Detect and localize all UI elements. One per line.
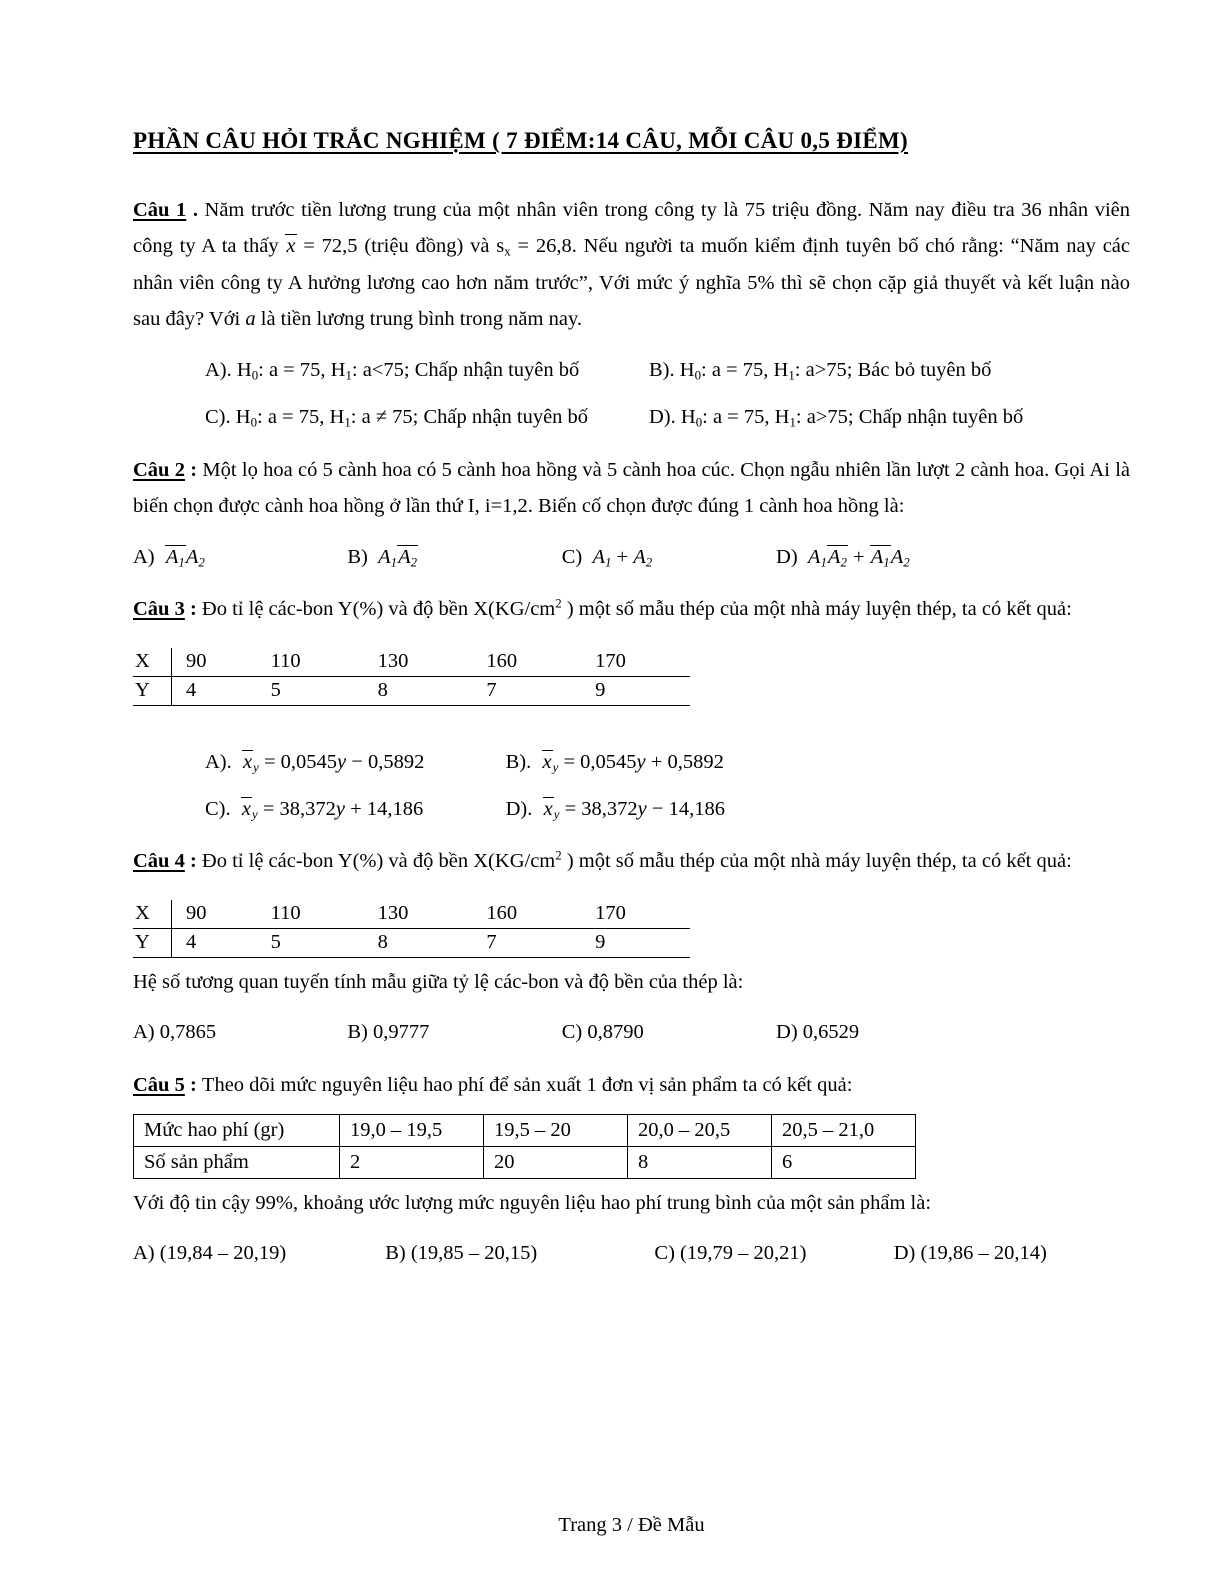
table-cell: 20 [484, 1146, 628, 1178]
question-1-option-c: C). $H_0$: a = 75, $H_1$: a ≠ 75; Chấp nhận tuyên bố [205, 405, 589, 430]
question-3-table-body [133, 648, 690, 706]
question-2-options-row [133, 541, 1130, 574]
question-4-label-suffix: : [184, 850, 202, 873]
table-cell: 130 [364, 900, 473, 929]
table-cell: 19,5 – 20 [484, 1114, 628, 1146]
table-cell: 8 [364, 928, 473, 957]
question-3-text: Đo tỉ lệ các-bon Y(%) và độ bền $X(KG/cm^2$ ) một số mẫu thép của một nhà máy luyện thép, ta có kết quả: [201, 595, 1072, 621]
question-3-options-row-1 [133, 746, 1130, 779]
table-cell: 2 [340, 1146, 484, 1178]
table-cell: 19,0 – 19,5 [340, 1114, 484, 1146]
table-cell: 110 [257, 648, 364, 677]
question-3 [133, 591, 1130, 825]
question-3-options-row-2 [133, 793, 1130, 826]
question-5-option-d: D) (19,86 – 20,14) [893, 1242, 1047, 1265]
table-cell: 160 [472, 648, 581, 677]
table-cell: 8 [364, 676, 473, 705]
question-2-paragraph [133, 452, 1130, 525]
question-4-text: Đo tỉ lệ các-bon Y(%) và độ bền $X(KG/cm^2$ ) một số mẫu thép của một nhà máy luyện thép, ta có kết quả: [201, 847, 1072, 873]
q4-x-row-label: X [133, 900, 172, 929]
table-row [133, 676, 690, 705]
table-cell: 5 [257, 676, 364, 705]
question-3-data-table [133, 648, 690, 706]
question-5-note: Với độ tin cậy 99%, khoảng ước lượng mức nguyên liệu hao phí trung bình của một sản phẩm là: [133, 1191, 932, 1214]
table-cell: 9 [581, 928, 690, 957]
question-5-option-a: A) (19,84 – 20,19) [133, 1242, 287, 1265]
question-5-option-b: B) (19,85 – 20,15) [385, 1242, 538, 1265]
question-4-data-table [133, 900, 690, 958]
question-5 [133, 1067, 1130, 1270]
question-5-option-c: C) (19,79 – 20,21) [654, 1242, 807, 1265]
q4-y-row-label: Y [133, 928, 172, 957]
question-2-option-c: C) $A_1 + A_2$ [561, 545, 653, 570]
question-1 [133, 192, 1130, 434]
question-1-option-a: A). $H_0$: a = 75, $H_1$: a<75; Chấp nhận tuyên bố [205, 358, 580, 383]
question-3-option-b: B). $x_y = 0,0545y + 0,5892$ [505, 750, 724, 775]
question-4-table-body [133, 900, 690, 958]
question-3-option-a: A). $x_y = 0,0545y - 0,5892$ [205, 750, 425, 775]
question-3-label: Câu 3 [133, 598, 185, 621]
page-footer: Trang 3 / Đề Mẫu [558, 1514, 705, 1536]
page-title: PHẦN CÂU HỎI TRẮC NGHIỆM ( 7 ĐIỂM:14 CÂU, MỖI CÂU 0,5 ĐIỂM) [133, 128, 908, 153]
table-row [133, 900, 690, 929]
question-1-label: Câu 1 [133, 199, 187, 221]
table-cell: 8 [628, 1146, 772, 1178]
table-cell: 7 [472, 928, 581, 957]
question-4-label: Câu 4 [133, 850, 185, 873]
table-row [133, 648, 690, 677]
question-2 [133, 452, 1130, 574]
table-cell: 90 [172, 900, 257, 929]
table-row [134, 1146, 916, 1178]
table-cell: 6 [772, 1146, 916, 1178]
question-2-label-suffix: : [185, 458, 203, 481]
question-1-option-b: B). $H_0$: a = 75, $H_1$: a>75; Bác bỏ tuyên bố [649, 358, 992, 383]
table-cell: 110 [257, 900, 364, 929]
question-2-option-b: B) $A_1A_2$ [347, 545, 418, 570]
table-cell: 4 [172, 928, 257, 957]
question-5-data-table [133, 1114, 916, 1179]
question-1-text: Năm trước tiền lương trung của một nhân viên trong công ty là 75 triệu đồng. Năm nay điều tra 36 nhân viên công ty A ta thấy x = 72,5 (triệu đồng) và $s_x = 26,8$. Nếu người ta muốn kiểm định tuyên bố chó rằng: “Năm nay các nhân viên công ty A hưởng lương cao hơn năm trước”, Với mức ý nghĩa 5% thì sẽ chọn cặp giả thuyết và kết luận nào sau đây? Với a là tiền lương trung bình trong năm nay. [133, 199, 1131, 331]
q5-header-cell: Mức hao phí (gr) [134, 1114, 340, 1146]
question-4-option-b: B) 0,9777 [347, 1021, 430, 1044]
question-5-text: Theo dõi mức nguyên liệu hao phí để sản xuất 1 đơn vị sản phẩm ta có kết quả: [201, 1074, 853, 1097]
question-1-options-row-2 [133, 401, 1130, 434]
table-cell: 7 [472, 676, 581, 705]
table-cell: 5 [257, 928, 364, 957]
q5-header-cell: Số sản phẩm [134, 1146, 340, 1178]
question-3-label-suffix: : [184, 598, 202, 621]
table-cell: 170 [581, 648, 690, 677]
q3-x-row-label: X [133, 648, 172, 677]
table-cell: 4 [172, 676, 257, 705]
table-row [134, 1114, 916, 1146]
question-3-option-c: C). $x_y = 38,372y + 14,186$ [205, 797, 424, 822]
question-3-paragraph [133, 591, 1130, 627]
question-3-option-d: D). $x_y = 38,372y - 14,186$ [505, 797, 725, 822]
question-4-option-c: C) 0,8790 [561, 1021, 644, 1044]
table-row [133, 928, 690, 957]
question-4 [133, 843, 1130, 1049]
question-2-option-d: D) $A_1A_2 + A_1A_2$ [776, 545, 910, 570]
table-cell: 9 [581, 676, 690, 705]
table-cell: 170 [581, 900, 690, 929]
table-cell: 20,5 – 21,0 [772, 1114, 916, 1146]
question-2-text: Một lọ hoa có 5 cành hoa có 5 cành hoa hồng và 5 cành hoa cúc. Chọn ngẫu nhiên lần lượt 2 cành hoa. Gọi Ai là biến chọn được cành hoa hồng ở lần thứ I, i=1,2. Biến cố chọn được đúng 1 cành hoa hồng là: [133, 458, 1130, 518]
question-1-paragraph [133, 192, 1130, 338]
question-5-label: Câu 5 [133, 1074, 185, 1097]
question-1-options-row-1 [133, 354, 1130, 387]
question-1-option-d: D). $H_0$: a = 75, $H_1$: a>75; Chấp nhận tuyên bố [649, 405, 1024, 430]
question-5-paragraph [133, 1067, 1130, 1103]
question-2-label: Câu 2 [133, 458, 185, 481]
q3-y-row-label: Y [133, 676, 172, 705]
question-4-option-d: D) 0,6529 [776, 1021, 860, 1044]
question-4-options-row [133, 1016, 1130, 1049]
table-cell: 130 [364, 648, 473, 677]
question-4-paragraph [133, 843, 1130, 879]
question-2-option-a: A) $A_1A_2$ [133, 545, 205, 570]
table-cell: 160 [472, 900, 581, 929]
question-5-label-suffix: : [184, 1074, 202, 1097]
question-1-label-suffix: . [186, 199, 205, 221]
question-4-option-a: A) 0,7865 [133, 1021, 217, 1044]
table-cell: 90 [172, 648, 257, 677]
question-5-options-row [133, 1237, 1130, 1270]
table-cell: 20,0 – 20,5 [628, 1114, 772, 1146]
question-5-table-body [134, 1114, 916, 1178]
question-4-note: Hệ số tương quan tuyến tính mẫu giữa tỷ lệ các-bon và độ bền của thép là: [133, 970, 744, 993]
